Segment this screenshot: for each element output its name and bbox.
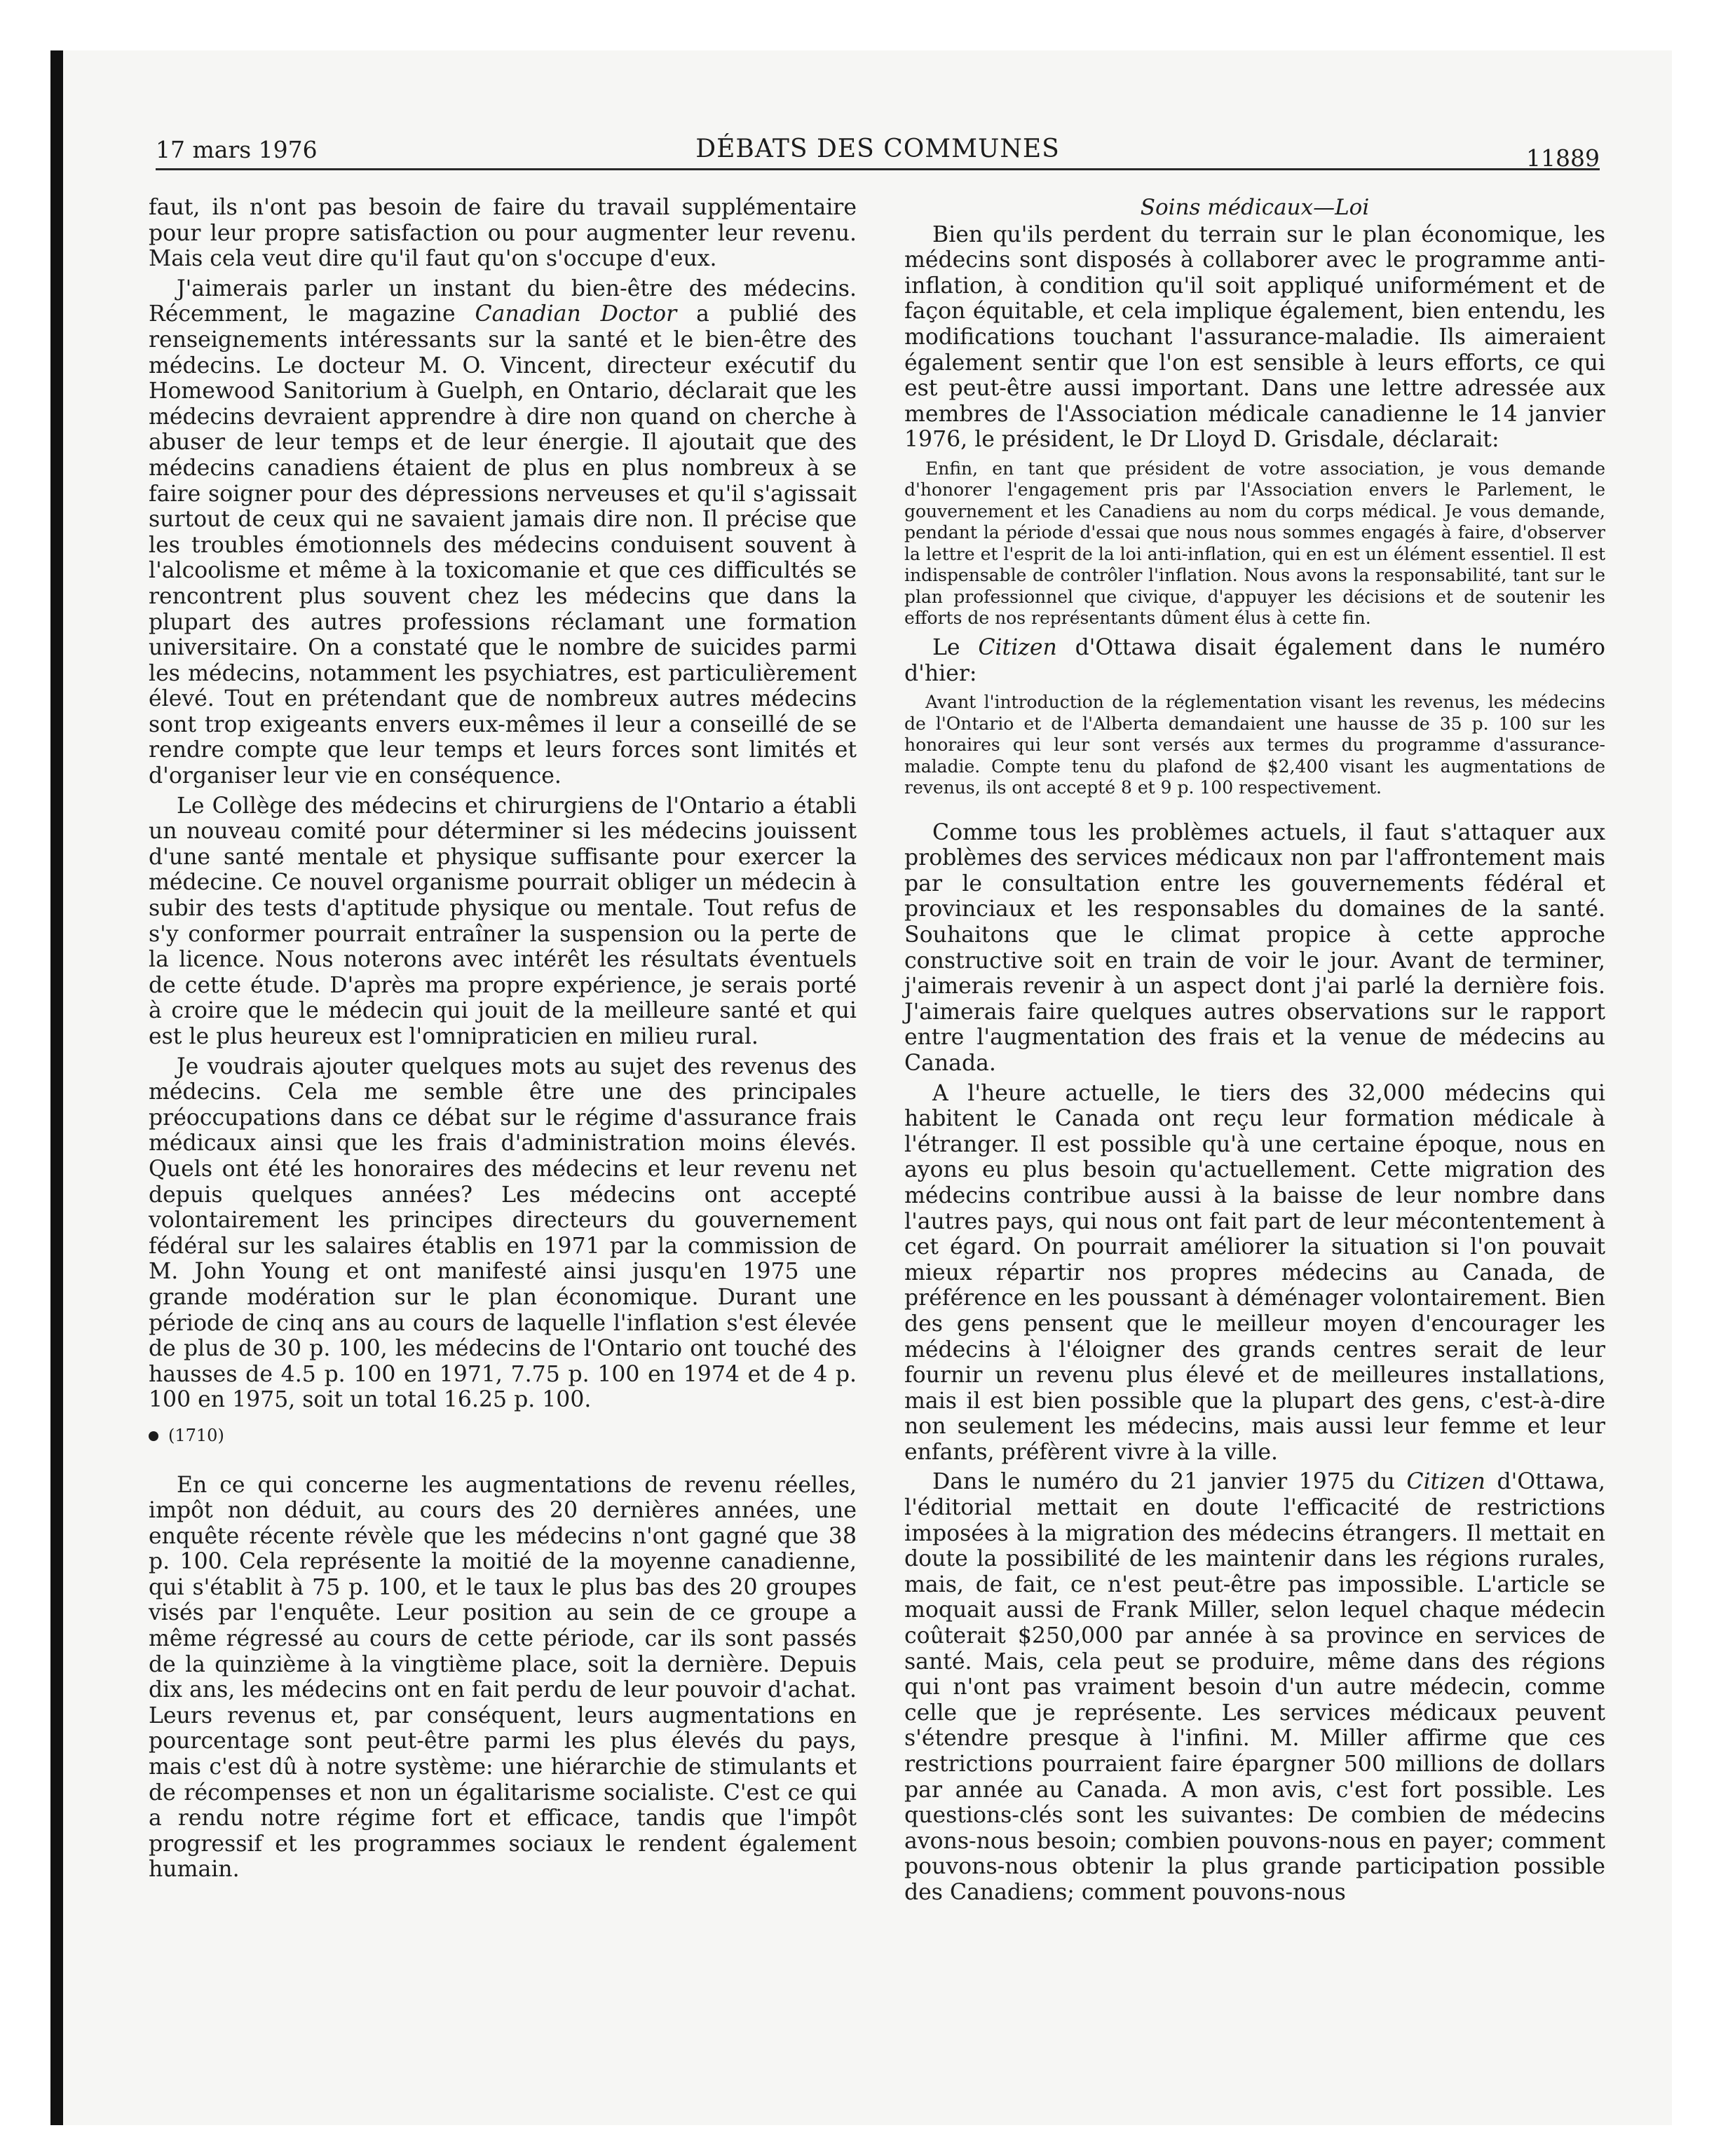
quote-letter [904,458,1605,629]
left-paragraph-2 [149,276,857,789]
time-marker [149,1423,857,1449]
quote-citizen-text: Avant l'introduction de la réglementation visant les revenus, les médecins de l'Ontario et de l'Alberta demandaient une hausse de 35 p. 100 sur les honoraires qui leur sont versés aux termes du programme d'assurance-maladie. Compte tenu du plafond de $2,400 visant les augmentations de revenus, ils ont accepté 8 et 9 p. 100 respectivement. [904,692,1605,798]
header-page-number: 11889 [1526,144,1600,172]
scan-edge-bar [50,50,63,2125]
left-paragraph-2-rest: a publié des renseignements intéressants sur la santé et le bien-être des médecins. Le docteur M. O. Vincent, directeur exécutif du Homewood Sanitorium à Guelph, en Ontario, déclarait que les médecins devraient apprendre à dire non quand on cherche à abuser de leur temps et de leur énergie. Il ajoutait que des médecins canadiens étaient de plus en plus nombreux à se faire soigner pour des dépressions nerveuses et qu'il s'agissait surtout de ceux qui ne savaient jamais dire non. Il précise que les troubles émotionnels des médecins conduisent souvent à l'alcoolisme et même à la toxicomanie et que ces difficultés se rencontrent plus souvent chez les médecins que dans la plupart des autres professions réclamant une formation universitaire. On a constaté que le nombre de suicides parmi les médecins, notamment les psychiatres, est particulièrement élevé. Tout en prétendant que de nombreux autres médecins sont trop exigeants envers eux-mêmes il leur a conseillé de se rendre compte que leur temps et leurs forces sont limités et d'organiser leur vie en conséquence. [149,301,857,789]
right-paragraph-5-rest: d'Ottawa, l'éditorial mettait en doute l'efficacité de restrictions imposées à la migration des médecins étrangers. Il mettait en doute la possibilité de les maintenir dans les régions rurales, mais, de fait, ce n'est peut-être pas impossible. L'article se moquait aussi de Frank Miller, selon lequel chaque médecin coûterait $250,000 par année à sa province en services de santé. Mais, cela peut se produire, même dans des régions qui n'ont pas vraiment besoin d'un autre médecin, comme celle que je représente. Les services médicaux peuvent s'étendre presque à l'infini. M. Miller affirme que ces restrictions pourraient faire épargner 500 millions de dollars par année au Canada. A mon avis, c'est fort possible. Les questions-clés sont les suivantes: De combien de médecins avons-nous besoin; combien pouvons-nous en payer; comment pouvons-nous obtenir la plus grande participation possible des Canadiens; comment pouvons-nous [904,1469,1605,1905]
page-header [156,133,1600,170]
quote-citizen [904,692,1605,799]
citizen-title: Citizen [978,634,1057,660]
left-paragraph-3: Le Collège des médecins et chirurgiens de l'Ontario a établi un nouveau comité pour déterminer si les médecins jouissent d'une santé mentale et physique suffisante pour exercer la médecine. Ce nouvel organisme pourrait obliger un médecin à subir des tests d'aptitude physique ou mentale. Tout refus de s'y conformer pourrait entraîner la suspension ou la perte de la licence. Nous noterons avec intérêt les résultats éventuels de cette étude. D'après ma propre expérience, je serais porté à croire que le médecin qui jouit de la meilleure santé et qui est le plus heureux est l'omnipraticien en milieu rural. [149,793,857,1049]
right-paragraph-2-start: Le [932,634,979,660]
right-paragraph-3: Comme tous les problèmes actuels, il faut s'attaquer aux problèmes des services médicaux non par l'affrontement mais par le consultation entre les gouvernements fédéral et provinciaux et les responsables du domaines de la santé. Souhaitons que le climat propice à cette approche constructive soit en train de voir le jour. Avant de terminer, j'aimerais revenir à un aspect dont j'ai parlé la dernière fois. J'aimerais faire quelques autres observations sur le rapport entre l'augmentation des frais et la venue de médecins au Canada. [904,819,1605,1076]
header-date: 17 mars 1976 [156,136,318,163]
right-paragraph-4: A l'heure actuelle, le tiers des 32,000 médecins qui habitent le Canada ont reçu leur formation médicale à l'étranger. Il est possible qu'à une certaine époque, nous en ayons eu plus besoin qu'actuellement. Cette migration des médecins contribue aussi à la baisse de leur nombre dans l'autres pays, qui nous ont fait part de leur mécontentement à cet égard. On pourrait améliorer la situation si l'on pouvait mieux répartir nos propres médecins au Canada, de préférence en les poussant à déménager volontairement. Bien des gens pensent que le meilleur moyen d'encourager les médecins à l'éloigner des grands centres serait de leur fournir un revenu plus élevé et de meilleures installations, mais il est bien possible que la plupart des gens, c'est-à-dire non seulement les médecins, mais aussi leur femme et leur enfants, préfèrent vivre à la ville. [904,1080,1605,1465]
left-paragraph-1: faut, ils n'ont pas besoin de faire du travail supplémentaire pour leur propre satisfaction ou pour augmenter leur revenu. Mais cela veut dire qu'il faut qu'on s'occupe d'eux. [149,195,857,272]
bullet-dot-icon [149,1431,158,1441]
right-paragraph-5-start: Dans le numéro du 21 janvier 1975 du [932,1469,1407,1495]
magazine-title: Canadian Doctor [475,301,677,327]
right-paragraph-5 [904,1469,1605,1905]
right-paragraph-2 [904,635,1605,686]
time-marker-label: (1710) [168,1425,224,1445]
left-paragraph-2-start: J'aimerais parler un instant du bien-être des médecins. Récemment, le magazine [149,275,857,327]
citizen-title-2: Citizen [1406,1469,1485,1495]
spacer [904,805,1605,820]
header-title: DÉBATS DES COMMUNES [695,135,1060,163]
left-column [149,195,857,1883]
running-head: Soins médicaux—Loi [1140,195,1370,220]
left-paragraph-5: En ce qui concerne les augmentations de revenu réelles, impôt non déduit, au cours des 20 dernières années, une enquête récente révèle que les médecins n'ont gagné que 38 p. 100. Cela représente la moitié de la moyenne canadienne, qui s'établit à 75 p. 100, et le taux le plus bas des 20 groupes visés par l'enquête. Leur position au sein de ce groupe a même régressé au cours de cette période, car ils sont passés de la quinzième à la vingtième place, soit la dernière. Depuis dix ans, les médecins ont en fait perdu de leur pouvoir d'achat. Leurs revenus et, par conséquent, leurs augmentations en pourcentage sont peut-être parmi les plus élevés du pays, mais c'est dû à notre système: une hiérarchie de stimulants et de récompenses et non un égalitarisme socialiste. C'est ce qui a rendu notre régime fort et efficace, tandis que l'impôt progressif et les programmes sociaux le rendent également humain. [149,1472,857,1883]
right-column [904,195,1605,1906]
left-paragraph-4: Je voudrais ajouter quelques mots au sujet des revenus des médecins. Cela me semble être une des principales préoccupations dans ce débat sur le régime d'assurance frais médicaux ainsi que les frais d'administration moins élevés. Quels ont été les honoraires des médecins et leur revenu net depuis quelques années? Les médecins ont accepté volontairement les principes directeurs du gouvernement fédéral sur les salaires établis en 1971 par la commission de M. John Young et ont manifesté ainsi jusqu'en 1975 une grande modération sur le plan économique. Durant une période de cinq ans au cours de laquelle l'inflation s'est élevée de plus de 30 p. 100, les médecins de l'Ontario ont touché des hausses de 4.5 p. 100 en 1971, 7.75 p. 100 en 1974 et de 4 p. 100 en 1975, soit un total 16.25 p. 100. [149,1053,857,1413]
right-paragraph-2-rest: d'Ottawa disait également dans le numéro d'hier: [904,634,1606,686]
quote-letter-text: Enfin, en tant que président de votre association, je vous demande d'honorer l'engagement pris par l'Association envers le Parlement, le gouvernement et les Canadiens au nom du corps médical. Je vous demande, pendant la période d'essai que nous nous sommes engagés à faire, d'observer la lettre et l'esprit de la loi anti-inflation, qui en est un élément essentiel. Il est indispensable de contrôler l'inflation. Nous avons la responsabilité, tant sur le plan professionnel que civique, d'appuyer les décisions et de soutenir les efforts de nos représentants dûment élus à cette fin. [904,458,1605,629]
right-paragraph-1: Bien qu'ils perdent du terrain sur le plan économique, les médecins sont disposés à collaborer avec le programme anti-inflation, à condition qu'il soit appliqué uniformément et de façon équitable, et cela implique également, bien entendu, les modifications touchant l'assurance-maladie. Ils aimeraient également sentir que l'on est sensible à leurs efforts, ce qui est peut-être aussi important. Dans une lettre adressée aux membres de l'Association médicale canadienne le 14 janvier 1976, le président, le Dr Lloyd D. Grisdale, déclarait: [904,221,1605,453]
